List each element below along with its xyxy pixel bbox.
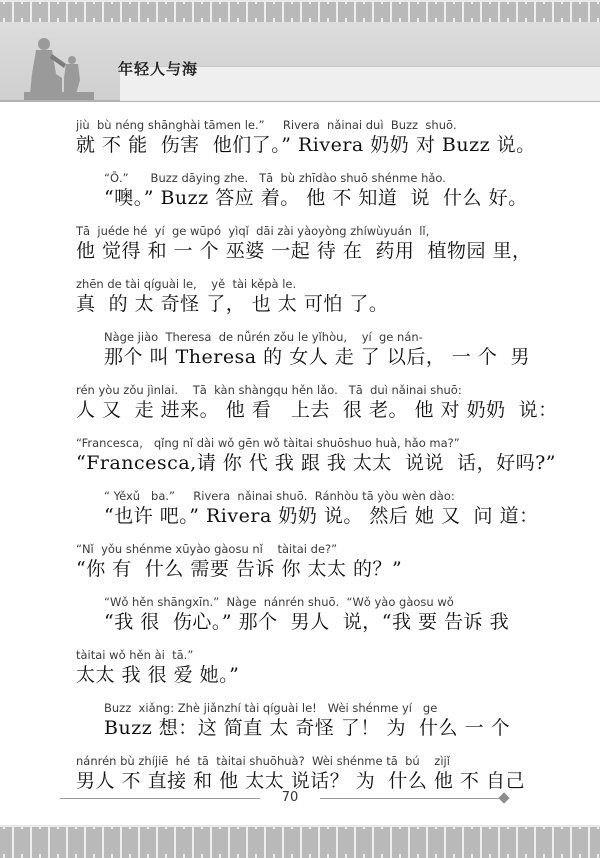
pinyin-line: tàitai wǒ hěn ài tā.” (76, 648, 194, 662)
pinyin-line: Tā juéde hé yí ge wūpó yìqǐ dāi zài yàoyòng zhíwùyuán lǐ, (76, 224, 430, 238)
text-line (76, 489, 539, 528)
pinyin-line: “Wǒ hěn shāngxīn.” Nàge nánrén shuō. “Wǒ yào gàosu wǒ (104, 595, 454, 609)
pinyin-line: “Francesca, qǐng nǐ dài wǒ gēn wǒ tàitai shuōshuo huà, hǎo ma?” (76, 436, 460, 450)
hanzi-line: 真 的 太 奇怪 了， 也 太 可怕 了。 (76, 293, 389, 315)
hanzi-line: 就 不 能 伤害 他们了。” Rivera 奶奶 对 Buzz 说。 (76, 134, 536, 156)
text-line (76, 277, 516, 316)
pinyin-line: “Ō.” Buzz dāying zhe. Tā bù zhīdào shuō shénme hǎo. (104, 171, 446, 185)
pinyin-line: “ Yěxǔ ba.” Rivera nǎinai shuō. Ránhòu tā yòu wèn dào: (104, 489, 455, 503)
pinyin-line: rén yòu zǒu jìnlai. Tā kàn shàngqu hěn lǎo. Tā duì nǎinai shuō: (76, 383, 462, 397)
hanzi-line: Buzz 想：这 简直 太 奇怪 了！ 为 什么 一 个 (104, 717, 511, 739)
text-line (76, 701, 516, 740)
book-title: 年轻人与海 (118, 60, 199, 78)
text-line (76, 118, 536, 157)
footer-diamond-ornament (498, 792, 509, 803)
pinyin-line: nánrén bù zhíjiē hé tā tàitai shuōhuà? Wèi shénme tā bú zìjǐ (76, 754, 450, 768)
text-line (76, 383, 558, 422)
hanzi-line: 人 又 走 进来。 他 看 上去 很 老。 他 对 奶奶 说： (76, 399, 558, 421)
hanzi-line: “也许 吧。” Rivera 奶奶 说。 然后 她 又 问 道： (104, 505, 539, 527)
page-body (76, 118, 558, 793)
text-line (76, 224, 532, 263)
footer-rule-left (60, 798, 260, 799)
text-line (76, 330, 530, 369)
pinyin-line: Nàge jiào Theresa de nǚrén zǒu le yǐhòu, yí ge nán- (104, 330, 423, 344)
top-border-band (0, 0, 600, 22)
text-line (76, 648, 516, 687)
text-line (76, 595, 516, 634)
pinyin-line: Buzz xiǎng: Zhè jiǎnzhí tài qíguài le! Wèi shénme yí ge (104, 701, 438, 715)
bottom-border-band (0, 825, 600, 858)
hanzi-line: “你 有 什么 需要 告诉 你 太太 的？” (76, 558, 403, 580)
page-footer (60, 788, 520, 808)
pinyin-line: “Nǐ yǒu shénme xūyào gàosu nǐ tàitai de?” (76, 542, 338, 556)
hanzi-line: “我 很 伤心。” 那个 男人 说，“我 要 告诉 我 (104, 611, 510, 633)
text-line (76, 436, 556, 475)
pinyin-line: jiù bù néng shānghài tāmen le.” Rivera nǎinai duì Buzz shuō. (76, 118, 457, 132)
page-number: 70 (281, 790, 299, 805)
hanzi-line: 太太 我 很 爱 她。” (76, 664, 240, 686)
footer-rule-right (320, 798, 500, 799)
pinyin-line: zhēn de tài qíguài le, yě tài kěpà le. (76, 277, 297, 291)
text-line (76, 171, 528, 210)
hanzi-line: “Francesca,请 你 代 我 跟 我 太太 说说 话，好吗?” (76, 452, 556, 474)
statue-illustration (16, 34, 100, 100)
hanzi-line: 他 觉得 和 一 个 巫婆 一起 待 在 药用 植物园 里， (76, 240, 532, 262)
hanzi-line: 男人 不 直接 和 他 太太 说话？ 为 什么 他 不 自己 (76, 770, 525, 792)
hanzi-line: 那个 叫 Theresa 的 女人 走 了 以后， 一 个 男 (104, 346, 530, 368)
hanzi-line: “噢。” Buzz 答应 着。 他 不 知道 说 什么 好。 (104, 187, 528, 209)
text-line (76, 542, 516, 581)
